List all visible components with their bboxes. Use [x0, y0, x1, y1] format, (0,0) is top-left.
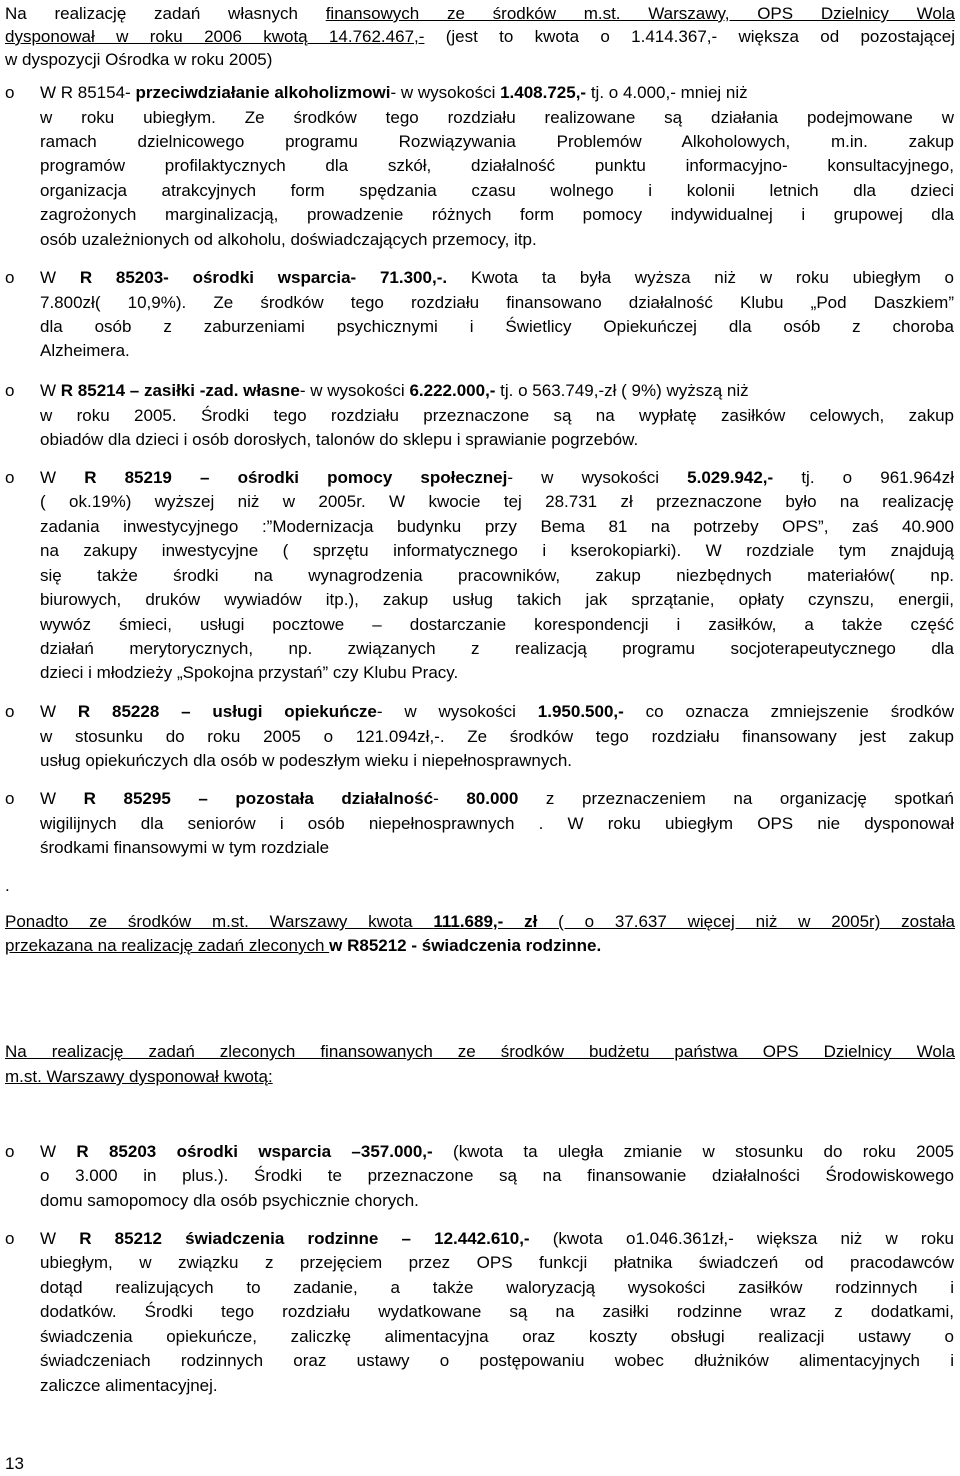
text-run: W — [40, 381, 61, 400]
text-run: 6.222.000,- — [409, 381, 496, 400]
list-item-line — [40, 700, 954, 724]
text-run: W — [40, 468, 85, 487]
text-run: (jest to kwota o 1.414.367,- większa od pozostającej — [424, 27, 955, 46]
text-run: Kwota ta była wyższa niż w roku ubiegłym o — [447, 268, 954, 287]
list-marker: o — [5, 268, 15, 287]
list-item-line — [40, 787, 954, 811]
text-run: - w wysokości — [376, 702, 538, 721]
text-run: 1.408.725,- — [500, 83, 587, 102]
list-item-line — [40, 1276, 954, 1300]
middle-line-2 — [5, 934, 601, 958]
text-run: z przeznaczeniem na organizację spotkań — [518, 789, 954, 808]
list-item-line — [40, 564, 954, 588]
text-run: W — [40, 702, 78, 721]
list-marker: o — [5, 1142, 15, 1161]
list-item-line — [40, 154, 954, 178]
text-run: świadczenia opiekuńcze, zaliczkę alimentacyjna oraz koszty obsługi realizacji ustawy o — [40, 1327, 954, 1346]
middle-line-1 — [5, 910, 955, 934]
text-run: tj. o 961.964zł — [773, 468, 954, 487]
text-run: W — [40, 1229, 80, 1248]
text-run: R 85228 – usługi opiekuńcze — [77, 702, 377, 721]
text-run: zagrożonych marginalizacją, prowadzenie różnych form pomocy indywidualnej i grupowej dla — [40, 205, 954, 224]
text-run: m.st. Warszawy dysponował kwotą: — [5, 1067, 273, 1086]
text-run: W R 85154- — [40, 83, 136, 102]
text-run: dysponował w roku 2006 kwotą 14.762.467,- — [5, 27, 425, 46]
text-run: W — [40, 268, 80, 287]
text-run: 1.950.500,- — [537, 702, 624, 721]
text-run: R 85212 świadczenia rodzinne – 12.442.610,- — [79, 1229, 530, 1248]
text-run: domu samopomocy dla osób psychicznie chorych. — [40, 1191, 419, 1210]
text-run: (kwota o1.046.361zł,- większa niż w roku — [529, 1229, 954, 1248]
list-item-line — [40, 404, 954, 428]
list-marker: o — [5, 789, 15, 808]
list-item-line — [40, 1251, 954, 1275]
list-item-line — [40, 1349, 954, 1373]
list-item-line — [40, 130, 954, 154]
text-run: dotąd realizujących to zadanie, a także waloryzacją wysokości zasiłków rodzinnych i — [40, 1278, 954, 1297]
text-run: osób uzależnionych od alkoholu, doświadczających przemocy, itp. — [40, 230, 537, 249]
text-run: w stosunku do roku 2005 o 121.094zł,-. Ze środków tego rozdziału finansowany jest zakup — [40, 727, 954, 746]
text-run: W — [40, 1142, 77, 1161]
list-item-line — [40, 291, 954, 315]
intro-line-1 — [5, 2, 955, 26]
text-run: o 3.000 in plus.). Środki te przeznaczone są na finansowanie działalności Środowiskowego — [40, 1166, 954, 1185]
text-run: przeciwdziałanie alkoholizmowi — [135, 83, 391, 102]
list-item-line — [40, 588, 954, 612]
text-run: dla osób z zaburzeniami psychicznymi i Świetlicy Opiekuńczej dla osób z choroba — [40, 317, 954, 336]
list-item-line — [40, 490, 954, 514]
text-run: wywóz śmieci, usługi pocztowe – dostarczanie korespondencji i zasiłków, a także część — [40, 615, 954, 634]
text-run: - — [433, 789, 467, 808]
page-number: 13 — [5, 1454, 24, 1473]
text-run: świadczeniach rodzinnych oraz ustawy o postępowaniu wobec dłużników alimentacyjnych i — [40, 1351, 954, 1370]
list-item-line — [40, 725, 954, 749]
text-run: programów profilaktycznych dla szkół, działalność punktu informacyjno- konsultacyjnego, — [40, 156, 954, 175]
text-run: R 85295 – pozostała działalność — [83, 789, 434, 808]
text-run: w R85212 - świadczenia rodzinne. — [329, 936, 602, 955]
text-run: Na realizację zadań własnych — [5, 4, 326, 23]
list-item-line — [40, 637, 954, 661]
list-item-line — [40, 613, 954, 637]
text-run: Na realizację zadań zleconych finansowanych ze środków budżetu państwa OPS Dzielnicy Wola — [5, 1042, 955, 1061]
text-run: dzieci i młodzieży „Spokojna przystań” czy Klubu Pracy. — [40, 663, 459, 682]
list-item-line — [40, 1374, 218, 1398]
text-run: 5.029.942,- — [687, 468, 774, 487]
text-run: przekazana na realizację zadań zleconych — [5, 936, 330, 955]
text-run: (kwota ta uległa zmianie w stosunku do roku 2005 — [432, 1142, 954, 1161]
list-item-line — [40, 179, 954, 203]
text-run: zaliczce alimentacyjnej. — [40, 1376, 218, 1395]
text-run: - w wysokości — [390, 83, 501, 102]
list-marker: o — [5, 381, 15, 400]
list-item-line — [40, 1300, 954, 1324]
section2-heading-line-1 — [5, 1040, 955, 1064]
list-item-line — [40, 106, 954, 130]
text-run: finansowych ze środków m.st. Warszawy, OPS Dzielnicy Wola — [325, 4, 956, 23]
text-run: dodatków. Środki tego rozdziału wydatkowane są na zasiłki rodzinne wraz z dodatkami, — [40, 1302, 954, 1321]
list-item-line — [40, 515, 954, 539]
stray-dot: . — [5, 876, 10, 895]
list-item-line — [40, 1189, 419, 1213]
text-run: Ponadto ze środków m.st. Warszawy kwota — [5, 912, 434, 931]
list-marker: o — [5, 702, 15, 721]
list-item-line — [40, 203, 954, 227]
text-run: usług opiekuńczych dla osób w podeszłym wieku i niepełnosprawnych. — [40, 751, 573, 770]
text-run: W — [40, 789, 84, 808]
text-run: R 85203 ośrodki wsparcia –357.000,- — [76, 1142, 433, 1161]
text-run: zadania inwestycyjnego :”Modernizacja budynku przy Bema 81 na potrzeby OPS”, zaś 40.900 — [40, 517, 954, 536]
text-run: - w wysokości — [299, 381, 410, 400]
list-marker: o — [5, 468, 15, 487]
section2-heading-line-2 — [5, 1065, 273, 1089]
text-run: wigilijnych dla seniorów i osób niepełnosprawnych . W roku ubiegłym OPS nie dysponował — [40, 814, 954, 833]
text-run: ( ok.19%) wyższej niż w 2005r. W kwocie tej 28.731 zł przeznaczone było na realizację — [40, 492, 954, 511]
list-item-line — [40, 266, 954, 290]
list-item-line — [40, 749, 572, 773]
list-item-line — [40, 228, 537, 252]
list-item-line — [40, 539, 954, 563]
list-item-line — [40, 428, 638, 452]
text-run: tj. o 4.000,- mniej niż — [586, 83, 748, 102]
list-item-line — [40, 339, 130, 363]
list-item-line — [40, 466, 954, 490]
text-run: biurowych, druków wywiadów itp.), zakup usług takich jak sprzątanie, opłaty czynszu, energii, — [40, 590, 954, 609]
list-item-line — [40, 1140, 954, 1164]
text-run: działań merytorycznych, np. związanych z realizacją programu socjoterapeutycznego dla — [40, 639, 954, 658]
text-run: ramach dzielnicowego programu Rozwiązywania Problemów Alkoholowych, m.in. zakup — [40, 132, 954, 151]
list-item-line — [40, 661, 458, 685]
text-run: ( o 37.637 więcej niż w 2005r) została — [537, 912, 956, 931]
text-run: środkami finansowymi w tym rozdziale — [40, 838, 330, 857]
list-item-line — [40, 315, 954, 339]
list-item-line — [40, 836, 329, 860]
text-run: 80.000 — [466, 789, 519, 808]
text-run: w dyspozycji Ośrodka w roku 2005) — [5, 50, 273, 69]
list-marker: o — [5, 83, 15, 102]
text-run: organizacja atrakcyjnych form spędzania czasu wolnego i kolonii letnich dla dzieci — [40, 181, 954, 200]
list-marker: o — [5, 1229, 15, 1248]
text-run: ubiegłym, w związku z przejęciem przez OPS funkcji płatnika świadczeń od pracodawców — [40, 1253, 954, 1272]
text-run: Alzheimera. — [40, 341, 130, 360]
text-run: 7.800zł( 10,9%). Ze środków tego rozdziału finansowano działalność Klubu „Pod Daszkiem” — [40, 293, 954, 312]
text-run: na zakupy inwestycyjne ( sprzętu informatycznego i kserokopiarki). W rozdziale tym znajdują — [40, 541, 954, 560]
intro-line-3 — [5, 48, 272, 72]
text-run: w roku ubiegłym. Ze środków tego rozdziału realizowane są działania podejmowane w — [40, 108, 954, 127]
list-item-line — [40, 1227, 954, 1251]
text-run: się także środki na wynagrodzenia pracowników, zakup niezbędnych materiałów( np. — [40, 566, 954, 585]
text-run: obiadów dla dzieci i osób dorosłych, talonów do sklepu i sprawianie pogrzebów. — [40, 430, 639, 449]
text-run: R 85219 – ośrodki pomocy społecznej — [84, 468, 508, 487]
list-item-line — [40, 812, 954, 836]
list-item-line — [40, 1164, 954, 1188]
list-item-line — [40, 1325, 954, 1349]
text-run: 111.689,- zł — [433, 912, 538, 931]
text-run: R 85214 – zasiłki -zad. własne — [60, 381, 300, 400]
text-run: w roku 2005. Środki tego rozdziału przeznaczone są na wypłatę zasiłków celowych, zakup — [40, 406, 954, 425]
list-item-line — [40, 81, 748, 105]
text-run: tj. o 563.749,-zł ( 9%) wyższą niż — [495, 381, 749, 400]
text-run: R 85203- ośrodki wsparcia- 71.300,-. — [79, 268, 448, 287]
list-item-line — [40, 379, 749, 403]
text-run: co oznacza zmniejszenie środków — [623, 702, 954, 721]
intro-line-2 — [5, 25, 955, 49]
text-run: - w wysokości — [507, 468, 688, 487]
